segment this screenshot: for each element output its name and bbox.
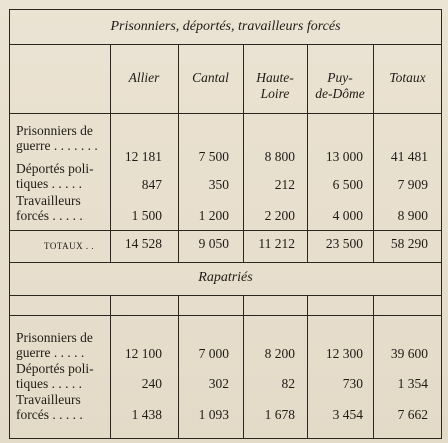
s1-r2-allier: 847	[141, 177, 162, 192]
s2-row2-label-line2: tiques . . . . .	[16, 376, 82, 391]
totals-totaux: 58 290	[390, 236, 428, 251]
s1-row1-label-line2: guerre . . . . . . .	[16, 138, 98, 153]
s2-r1-totaux: 39 600	[390, 346, 428, 361]
title-rule-2	[9, 295, 442, 296]
s1-r3-cantal: 1 200	[198, 208, 229, 223]
totals-rule	[9, 230, 442, 231]
s2-r1-allier: 12 100	[124, 346, 162, 361]
s2-row1-label-line1: Prisonniers de	[16, 330, 93, 345]
s2-r2-puy-de-dome: 730	[342, 376, 363, 391]
s1-row3-label-line2: forcés . . . . .	[16, 208, 83, 223]
colhead-de-dome: de-Dôme	[315, 86, 365, 101]
s1-r1-puy-de-dome: 13 000	[325, 149, 363, 164]
s1-row1-label-line1: Prisonniers de	[16, 123, 93, 138]
s1-row2-label-line1: Déportés poli-	[16, 161, 94, 176]
totals-label: TOTAUX . .	[44, 241, 95, 251]
s1-r3-totaux: 8 900	[397, 208, 428, 223]
s2-r2-totaux: 1 354	[397, 376, 428, 391]
colhead-allier: Allier	[128, 70, 160, 85]
section2-title: Rapatriés	[198, 270, 253, 285]
colhead-cantal: Cantal	[192, 70, 229, 85]
s1-r3-allier: 1 500	[131, 208, 162, 223]
s1-r1-allier: 12 181	[124, 149, 162, 164]
colhead-loire: Loire	[260, 86, 290, 101]
title-rule-1	[9, 44, 442, 45]
header-rule-1	[9, 113, 442, 114]
s1-r1-cantal: 7 500	[198, 149, 229, 164]
totals-cantal: 9 050	[198, 236, 229, 251]
s1-r2-totaux: 7 909	[397, 177, 428, 192]
header-rule-2	[9, 315, 442, 316]
s2-r3-allier: 1 438	[131, 407, 162, 422]
totals-haute-loire: 11 212	[258, 236, 295, 251]
s2-r3-haute-loire: 1 678	[264, 407, 295, 422]
section1-title: Prisonniers, déportés, travailleurs forcés	[110, 19, 341, 34]
s1-r2-puy-de-dome: 6 500	[332, 177, 363, 192]
s1-r2-cantal: 350	[208, 177, 229, 192]
colhead-haute: Haute-	[256, 70, 294, 85]
s1-row2-label-line2: tiques . . . . .	[16, 176, 82, 191]
totals-puy-de-dome: 23 500	[325, 236, 363, 251]
s2-r2-haute-loire: 82	[281, 376, 295, 391]
section-divider	[9, 262, 442, 263]
s2-r1-cantal: 7 000	[198, 346, 229, 361]
s1-row3-label-line1: Travailleurs	[16, 193, 81, 208]
s2-row3-label-line2: forcés . . . . .	[16, 407, 83, 422]
s2-r3-cantal: 1 093	[198, 407, 229, 422]
s2-row3-label-line1: Travailleurs	[16, 392, 81, 407]
colhead-puy: Puy-	[327, 70, 353, 85]
s2-r2-cantal: 302	[208, 376, 229, 391]
s1-r3-puy-de-dome: 4 000	[332, 208, 363, 223]
s1-r1-totaux: 41 481	[390, 149, 428, 164]
s2-r1-puy-de-dome: 12 300	[325, 346, 363, 361]
s2-r1-haute-loire: 8 200	[264, 346, 295, 361]
colhead-totaux: Totaux	[389, 70, 426, 85]
s2-r2-allier: 240	[141, 376, 162, 391]
s2-r3-totaux: 7 662	[397, 407, 428, 422]
s1-r1-haute-loire: 8 800	[264, 149, 295, 164]
s2-r3-puy-de-dome: 3 454	[332, 407, 363, 422]
s1-r2-haute-loire: 212	[274, 177, 295, 192]
s1-r3-haute-loire: 2 200	[264, 208, 295, 223]
s2-row2-label-line1: Déportés poli-	[16, 361, 94, 376]
totals-allier: 14 528	[124, 236, 162, 251]
s2-row1-label-line2: guerre . . . . .	[16, 345, 85, 360]
